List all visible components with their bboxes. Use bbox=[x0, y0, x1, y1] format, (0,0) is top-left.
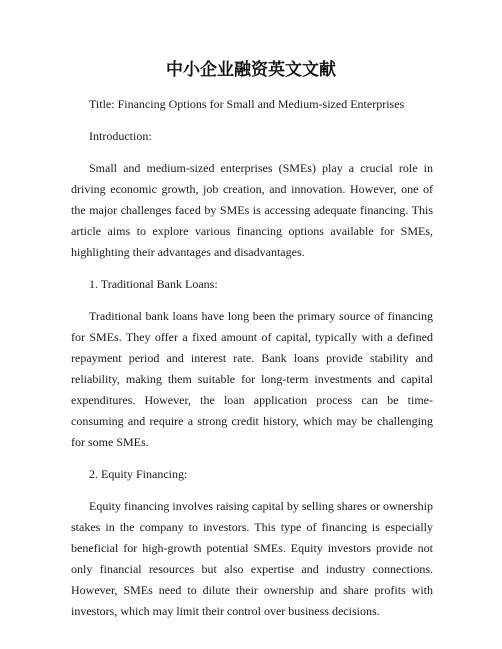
paragraph-bank-loans: Traditional bank loans have long been the primary source of financing for SMEs. They offer a fixed amount of capital, typically with a defined repayment period and interest rate. Bank loans provide stability and reliability, making them suitable for long-term investments and capital expenditures. However, the loan application process can be time-consuming and require a strong credit history, which may be challenging for some SMEs. bbox=[71, 309, 433, 449]
paragraph-equity-financing: Equity financing involves raising capital by selling shares or ownership stakes in the company to investors. This type of financing is especially beneficial for high-growth potential SMEs. Equity investors provide not only financial resources but also expertise and industry connections. However, SMEs need to dilute their ownership and share profits with investors, which may limit their control over business decisions. bbox=[71, 499, 433, 618]
section-heading-equity-financing: 2. Equity Financing: bbox=[89, 467, 188, 481]
section-heading-bank-loans: 1. Traditional Bank Loans: bbox=[89, 277, 218, 291]
paragraph-introduction: Small and medium-sized enterprises (SMEs) play a crucial role in driving economic growth, job creation, and innovation. However, one of the major challenges faced by SMEs is accessing adequate financing. This article aims to explore various financing options available for SMEs, highlighting their advantages and disadvantages. bbox=[71, 161, 433, 259]
section-heading-introduction: Introduction: bbox=[89, 129, 152, 143]
document-title: 中小企业融资英文文献 bbox=[166, 60, 336, 80]
document-body bbox=[71, 94, 433, 633]
article-title-line: Title: Financing Options for Small and Medium-sized Enterprises bbox=[89, 97, 405, 111]
